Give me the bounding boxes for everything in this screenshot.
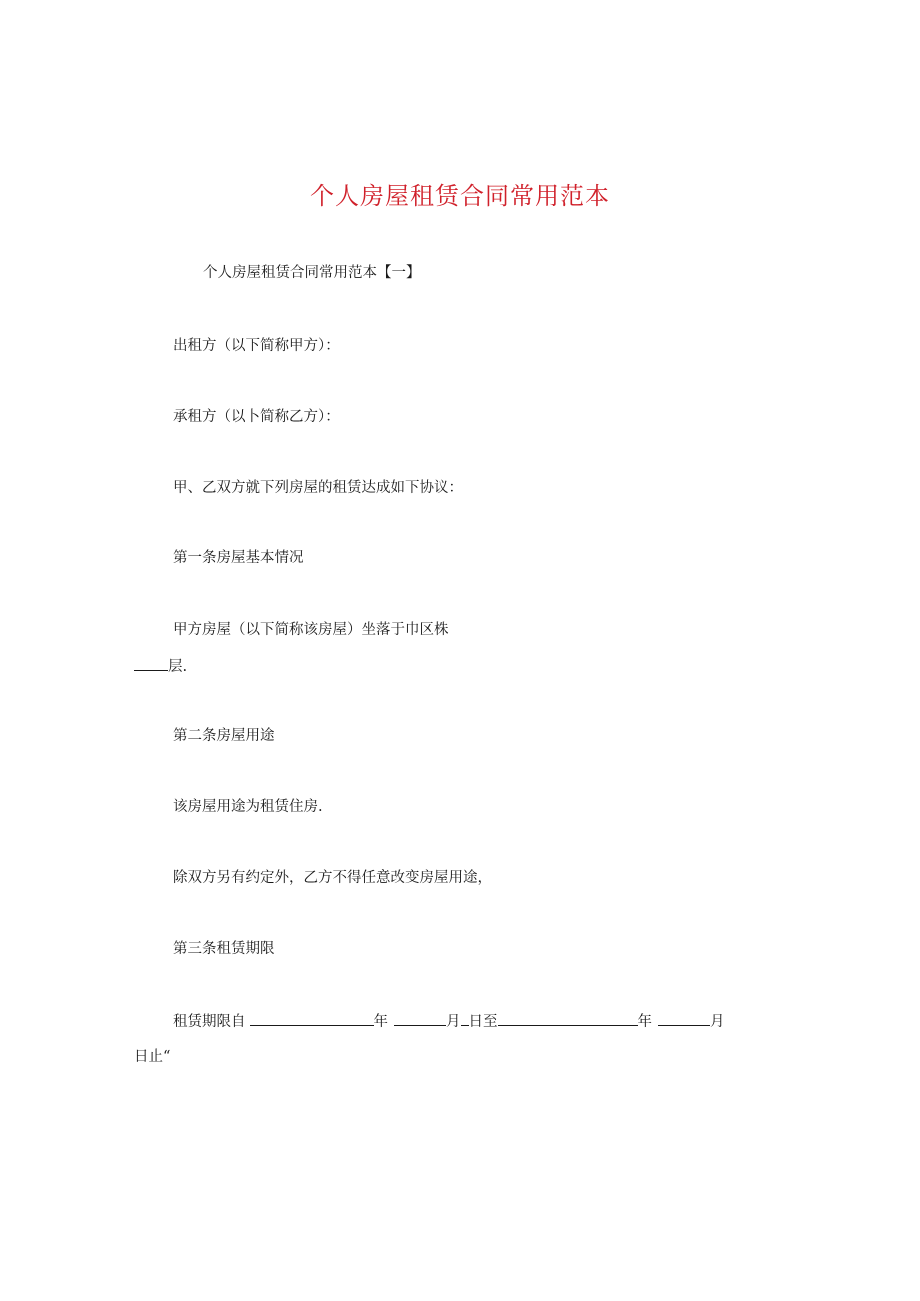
term-day-to: 日至 (468, 1014, 498, 1030)
agreement-intro: 甲、乙双方就下列房屋的租赁达成如下协议： (173, 480, 463, 496)
article2-text1: 该房屋用途为租赁住房. (173, 799, 323, 815)
term-year2: 年 (637, 1014, 652, 1030)
article3-term-end: 日止“ (134, 1049, 171, 1065)
floor-suffix: 层. (168, 659, 188, 675)
start-day-blank (461, 1011, 469, 1026)
contract-subtitle: 个人房屋租赁合同常用范本【一】 (203, 265, 421, 281)
article3-term-line (173, 1011, 725, 1032)
term-prefix: 租赁期限自 (173, 1014, 246, 1030)
article2-text2: 除双方另有约定外，乙方不得任意改变房屋用途， (173, 870, 492, 886)
start-year-blank (250, 1011, 374, 1026)
lessee-line: 承租方（以卜简称乙方）： (173, 409, 340, 425)
article1-text: 甲方房屋（以下简称该房屋）坐落于巾区株 (173, 622, 449, 638)
document-title: 个人房屋租赁合同常用范本 (310, 182, 610, 210)
article1-heading: 第一条房屋基本情况 (173, 550, 304, 566)
term-month1: 月 (446, 1014, 461, 1030)
lessor-line: 出租方（以下简称甲方）： (173, 338, 340, 354)
end-month-blank (658, 1011, 710, 1026)
start-month-blank (394, 1011, 446, 1026)
article1-floor-line (134, 656, 187, 677)
term-year1: 年 (373, 1014, 388, 1030)
end-year-blank (498, 1011, 638, 1026)
floor-blank (134, 656, 168, 671)
term-month2: 月 (710, 1014, 725, 1030)
article3-heading: 第三条租赁期限 (173, 941, 275, 957)
article2-heading: 第二条房屋用途 (173, 728, 275, 744)
